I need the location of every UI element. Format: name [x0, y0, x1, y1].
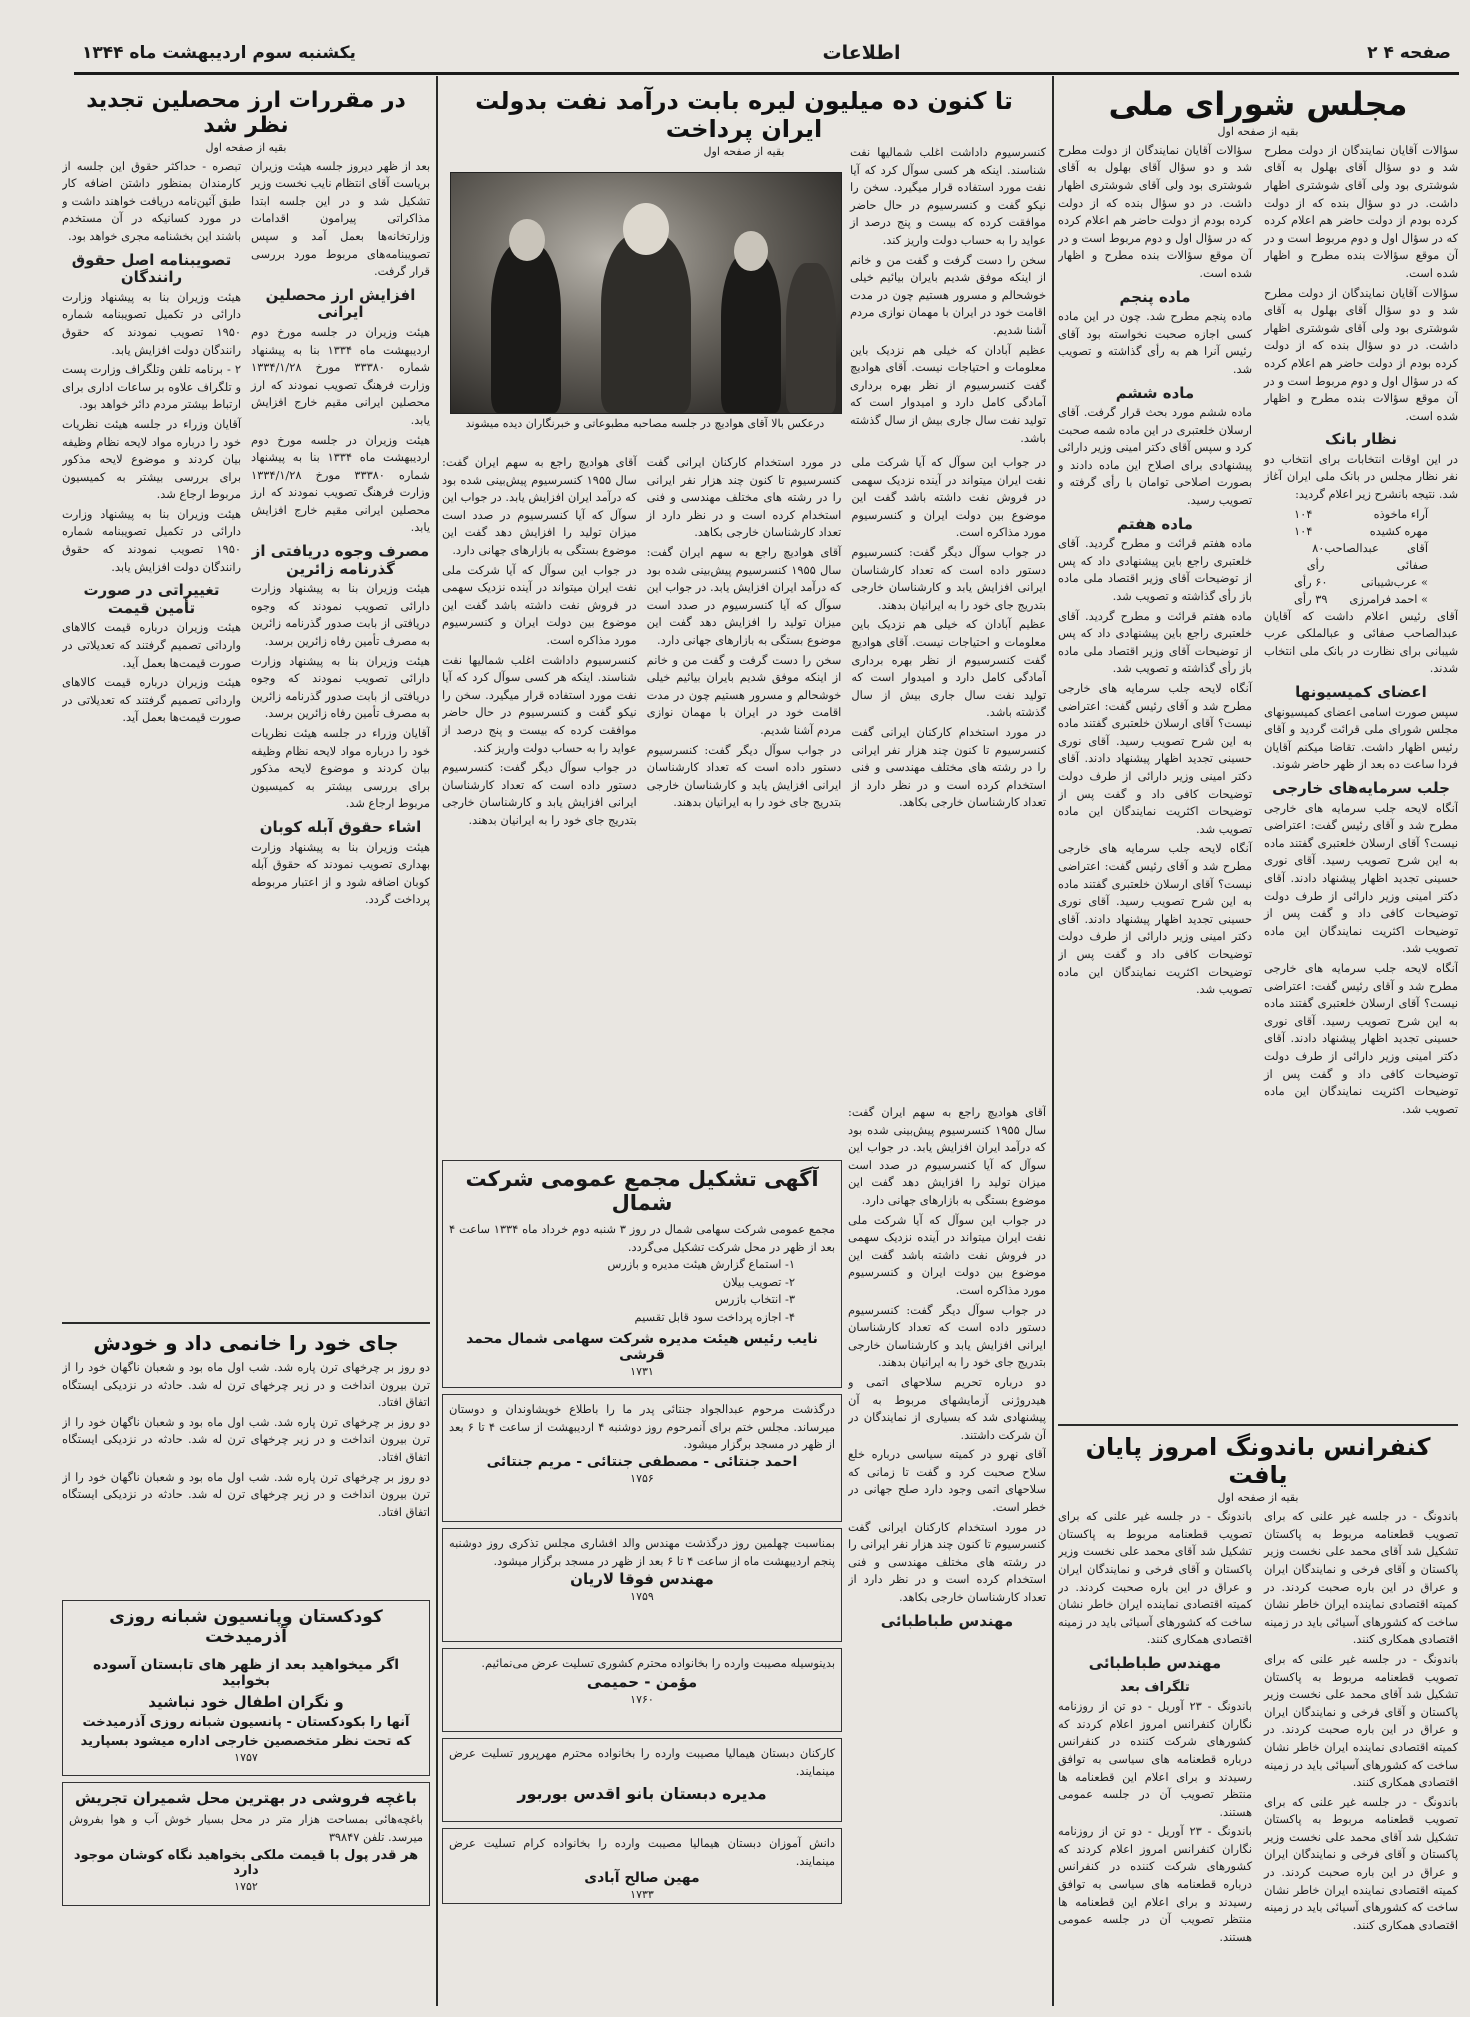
oil-paragraph: سخن را دست گرفت و گفت من و خانم از اینکه موفق شدیم بایران بیائیم خیلی خوشحالم و مسرور هستیم چون در مدت اقامت خود در ایران با مهمان نوازی مردم آشنا شدیم. [850, 252, 1046, 337]
conference-paragraph: باندونگ - در جلسه غیر علنی که برای تصویب قطعنامه مربوط به پاکستان تشکیل شد آقای محمد علی نخست وزیر پاکستان و آقای فرخی و نمایندگان ایران و عراق در این باره صحبت کردند. در کمیته اقتصادی نماینده ایران خاطر نشان ساخت که کشورهای آسیائی باید در زمینه اقتصادی همکاری کنند. [1264, 1509, 1458, 1647]
oil-paragraph: آقای هوادیچ راجع به سهم ایران گفت: سال ۱۹۵۵ کنسرسیوم پیش‌بینی شده بود که درآمد ایران افزایش یابد. در جواب این سوآل که آیا کنسرسیوم در صدد است میزان تولید را افزایش دهد گفت این موضوع بستگی به بازارهای جهانی دارد. [442, 455, 637, 557]
oil-paragraph: در جواب سوآل دیگر گفت: کنسرسیوم دستور داده است که تعداد کارشناسان ایرانی افزایش یابد و کارشناسان خارجی بتدریج جای خود را به ایرانیان بدهند. [646, 742, 842, 810]
oil-paragraph: در جواب سوآل دیگر گفت: کنسرسیوم دستور داده است که تعداد کارشناسان ایرانی افزایش یابد و کارشناسان خارجی بتدریج جای خود را به ایرانیان بدهند. [848, 1302, 1046, 1370]
ad-code: ۱۷۵۲ [234, 1880, 258, 1894]
accident-paragraph: دو روز بر چرخهای ترن پاره شد. شب اول ماه بود و شعبان ناگهان خود را از ترن بیرون انداخت و در زیر چرخهای ترن له شد. حادثه در نزدیکی ایستگاه اتفاق افتاد. [62, 1469, 430, 1519]
article-headline: در مقررات ارز محصلین تجدید نظر شد [86, 88, 406, 139]
memorial-ad [442, 1528, 842, 1642]
article-body-top [850, 144, 1046, 449]
article7-subhead: ماده هفتم [1117, 514, 1193, 533]
sympathy-ad [442, 1648, 842, 1732]
oil-paragraph: آقای هوادیچ راجع به سهم ایران گفت: سال ۱۹۵۵ کنسرسیوم پیش‌بینی شده بود که درآمد ایران افزایش یابد. در جواب این سوآل که آیا کنسرسیوم در صدد است میزان تولید را افزایش دهد گفت این موضوع بستگی به بازارهای جهانی دارد. [848, 1105, 1046, 1207]
foreign-capital-paragraph: آنگاه لایحه جلب سرمایه های خارجی مطرح شد و آقای رئیس گفت: اعتراضی نیست؟ آقای ارسلان خلعتبری گفتند ماده به این شرح تصویب رسید. آقای نوری حسینی تجدید اظهار پیشنهاد دادند. آقای دکتر امینی وزیر دارائی از طرف دولت توضیحات کافی داد و گفت پس از توضیحات اکثریت نمایندگان این ماده تصویب شد. [1058, 681, 1252, 836]
ad-body: دانش آموزان دبستان هیمالیا مصیبت وارده را بخانواده کرام تسلیت عرض مینمایند. [449, 1836, 835, 1868]
oil-paragraph: آقای هوادیچ راجع به سهم ایران گفت: سال ۱۹۵۵ کنسرسیوم پیش‌بینی شده بود که درآمد ایران افزایش یابد. در جواب این سوآل که آیا کنسرسیوم در صدد است میزان تولید را افزایش دهد گفت این موضوع بستگی به بازارهای جهانی دارد. [646, 544, 842, 647]
intro-paragraph: سؤالات آقایان نمایندگان از دولت مطرح شد و دو سؤال آقای بهلول به آقای شوشتری بود ولی آقای شوشتری اظهار داشت. در دو سؤال بنده که از دولت کرده بودم از دولت حاضر هم اعلام کرده که در سؤال اول و دوم مربوط است و در آن موقع سؤالات بنده مطرح و اظهار شده است. [1264, 285, 1458, 423]
students-currency-subhead: افزایش ارز محصلین ایرانی [265, 285, 416, 322]
garden-sale-ad [62, 1782, 430, 1906]
currency-paragraph: ۲ - برنامه تلفن وتلگراف وزارت پست و تلگراف علاوه بر ساعات اداری برای ارتباط بیشتر مردم دائر خواهد بود. [62, 362, 241, 412]
ad-line: که تحت نظر متخصصین خارجی اداره میشود بسپارید [80, 1734, 412, 1749]
paper-name: اطلاعات [822, 42, 901, 64]
currency-paragraph: آقایان وزراء در جلسه هیئت نظریات خود را درباره مواد لایحه نظام وظیفه بیان کردند و موضوع لایحه مذکور برای بررسی بیشتر به کمیسیون مربوط ارجاع شد. [62, 416, 241, 502]
bandung-article [1058, 1430, 1458, 2000]
conference-paragraph: باندونگ - در جلسه غیر علنی که برای تصویب قطعنامه مربوط به پاکستان تشکیل شد آقای محمد علی نخست وزیر پاکستان و آقای فرخی و نمایندگان ایران و عراق در این باره صحبت کردند. در کمیته اقتصادی نماینده ایران خاطر نشان ساخت که کشورهای آسیائی باید در زمینه اقتصادی همکاری کنند. [1264, 1794, 1458, 1932]
currency-paragraph: هیئت وزیران بنا به پیشنهاد وزارت دارائی تصویب نمودند که وجوه دریافتی از بابت صدور گذرنامه زائرین به مصرف تأمین رفاه زائرین برسد. [251, 581, 430, 649]
ad-item: ۳- انتخاب بازرس [714, 1292, 795, 1307]
oil-paragraph: در جواب سوآل دیگر گفت: کنسرسیوم دستور داده است که تعداد کارشناسان ایرانی افزایش یابد و کارشناسان خارجی بتدریج جای خود را به ایرانیان بدهند. [851, 544, 1046, 612]
supervisor-paragraph: در این اوقات انتخابات برای انتخاب دو نفر نظار مجلس در بانک ملی ایران آغاز شد. نتیجه بانشرح زیر اعلام گردید: [1264, 451, 1458, 502]
drivers-subhead: تصویبنامه اصل حقوق رانندگان [71, 250, 232, 287]
currency-paragraph: هیئت وزیران در جلسه مورخ دوم اردیبهشت ماه ۱۳۳۴ بنا به پیشنهاد شماره ۳۳۳۸۰ مورخ ۱۳۳۴/۱/۲۸ وزارت فرهنگ تصویب نمودند که ارز محصلین ایرانی مقیم خارج افزایش یابد. [251, 324, 430, 427]
ad-item: ۴- اجازه پرداخت سود قابل تقسیم [634, 1309, 795, 1324]
condolence-ad [442, 1394, 842, 1522]
pilgrim-passport-subhead: مصرف وجوه دریافتی از گذرنامه زائرین [251, 542, 430, 578]
currency-paragraph: بعد از ظهر دیروز جلسه هیئت وزیران بریاست آقای انتظام نایب نخست وزیر تشکیل شد و در این جلسه ابتدا مذاکراتی پیرامون اقدامات وزارتخانه‌ها بعمل آمد و سپس تصویبنامه‌های مربوط مورد بررسی قرار گرفت. [251, 158, 430, 279]
telegraph-subhead: تلگراف بعد [1120, 1679, 1190, 1695]
accident-paragraph: دو روز بر چرخهای ترن پاره شد. شب اول ماه بود و شعبان ناگهان خود را از ترن بیرون انداخت و در زیر چرخهای ترن له شد. حادثه در نزدیکی ایستگاه اتفاق افتاد. [62, 1414, 430, 1464]
telegraph-paragraph: باندونگ - ۲۳ آوریل - دو تن از روزنامه نگاران کنفرانس امروز اعلام کردند که کشورهای شرکت کننده در کنفرانس درباره قطعنامه های سیاسی به توافق رسیدند و برای اعلام این قطعنامه ها منتظر تصویب آن در جلسه عمومی هستند. [1058, 1699, 1253, 1819]
ad-code: ۱۷۳۱ [630, 1364, 654, 1378]
ad-code: ۱۷۵۷ [234, 1751, 258, 1764]
article6-subhead: ماده ششم [1115, 383, 1195, 402]
section-rule [1058, 1424, 1458, 1426]
vote-row: » احمد فرامرزی ۳۹ رأی [1294, 591, 1428, 606]
oil-paragraph: آقای نهرو در کمیته سیاسی درباره خلع سلاح صحبت کرد و گفت تا زمانی که سلاحهای اتمی وجود دارد صلح جهانی در خطر است. [848, 1447, 1046, 1515]
ad-body: درگذشت مرحوم عبدالجواد جنتائی پدر ما را باطلاع خویشاوندان و دوستان میرساند. مجلس ختم برای آنمرحوم روز دوشنبه ۴ اردیبهشت از ساعت ۴ تا ۶ بعد از ظهر در مسجد برگزار میشود. [449, 1402, 836, 1452]
supervisor-subhead: نظار بانک [1325, 430, 1397, 449]
currency-paragraph: هیئت وزیران در جلسه مورخ دوم اردیبهشت ماه ۱۳۳۴ بنا به پیشنهاد شماره ۳۳۳۸۰ مورخ ۱۳۳۴/۱/۲۸ وزارت فرهنگ تصویب نمودند که ارز محصلین ایرانی مقیم خارج افزایش یابد. [251, 432, 430, 535]
kindergarten-ad [62, 1600, 430, 1776]
school-staff-ad [442, 1738, 842, 1822]
continued-note: بقیه از صفحه اول [205, 140, 287, 154]
oil-paragraph: کنسرسیوم داداشت اغلب شمالیها نفت شناسند. اینکه هر کسی سوآل کرد که آیا نفت مورد استفاده قرار میگیرد. سخن را نیکو گفت و کنسرسیوم در حال حاضر موافقت کرده که بیست و پنج درصد از عواید را به حساب دولت واریز کند. [850, 145, 1046, 247]
column-rule [1052, 76, 1054, 2006]
ad-item: ۱- استماع گزارش هیئت مدیره و بازرس [607, 1257, 795, 1272]
vote-table [1264, 506, 1458, 608]
photo-caption: درعکس بالا آقای هوادیچ در جلسه مصاحبه مطبوعاتی و خبرنگاران دیده میشوند [465, 417, 825, 430]
oil-paragraph: در جواب این سوآل که آیا شرکت ملی نفت ایران میتواند در آینده نزدیک سهمی در فروش نفت داشته باشد گفت این موضوع بین دولت ایران و کنسرسیوم مورد مذاکره است. [442, 562, 637, 647]
article5-paragraph: ماده پنجم مطرح شد. چون در این ماده کسی اجازه صحبت نخواسته بود آقای رئیس آنرا هم به رأی گذاشته و تصویب شد. [1058, 309, 1252, 376]
vaccinator-subhead: اشاء حقوق آبله کوبان [259, 817, 422, 836]
oil-paragraph: عظیم آبادان که خیلی هم نزدیک باین معلومات و احتیاجات نیست. آقای هوادیچ گفت کنسرسیوم از نظر بهره برداری آمادگی کامل دارد و امیدوار است که تولید نفت سال جاری بیش از سال گذشته باشد. [850, 342, 1046, 445]
train-accident-article [62, 1328, 430, 1596]
oil-article-continued [848, 1104, 1046, 2004]
commission-paragraph: سپس صورت اسامی اعضای کمیسیونهای مجلس شورای ملی قرائت گردید و آقای رئیس اظهار داشت. تقاضا میکنم آقایان فردا ساعت ده بعد از ظهر حاضر شوند. [1264, 704, 1458, 772]
article-headline: تا کنون ده میلیون لیره بابت درآمد نفت بدولت ایران پرداخت [475, 87, 1013, 143]
accident-paragraph: دو روز بر چرخهای ترن پاره شد. شب اول ماه بود و شعبان ناگهان خود را از ترن بیرون انداخت و در زیر چرخهای ترن له شد. حادثه در نزدیکی ایستگاه اتفاق افتاد. [62, 1360, 430, 1410]
page-number: صفحه ۴ ۲ [1367, 43, 1451, 63]
ad-body: مجمع عمومی شرکت سهامی شمال در روز ۳ شنبه دوم خرداد ماه ۱۳۳۴ ساعت ۴ بعد از ظهر در محل شرکت تشکیل می‌گردد. [449, 1222, 835, 1254]
currency-paragraph: تبصره - حداکثر حقوق این جلسه از کارمندان بمنظور داشتن اضافه کار طبق آئین‌نامه دریافت خواهند داشت و در مورد کسانیکه در آن مستخدم باشند این بخشنامه مجری خواهد بود. [62, 158, 241, 243]
foreign-capital-paragraph: آنگاه لایحه جلب سرمایه های خارجی مطرح شد و آقای رئیس گفت: اعتراضی نیست؟ آقای ارسلان خلعتبری گفتند ماده به این شرح تصویب رسید. آقای نوری حسینی تجدید اظهار پیشنهاد دادند. آقای دکتر امینی وزیر دارائی از طرف دولت توضیحات کافی داد و گفت پس از توضیحات اکثریت نمایندگان این ماده تصویب شد. [1058, 841, 1252, 997]
issue-date: یکشنبه سوم اردیبهشت ماه ۱۳۴۴ [82, 43, 356, 63]
article6-paragraph: ماده ششم مورد بحث قرار گرفت. آقای ارسلان خلعتبری در این ماده شمه صحبت کرد و سپس آقای دکتر امینی وزیر دارائی پیشنهادی برای اصلاح این ماده دادند و بصورت اصلاحی توامان با رأی گرفته و تصویب رسید. [1058, 405, 1252, 508]
ad-line: اگر میخواهید بعد از ظهر های تابستان آسوده بخوابید [92, 1657, 400, 1689]
section-rule [62, 1322, 430, 1324]
conference-paragraph: باندونگ - در جلسه غیر علنی که برای تصویب قطعنامه مربوط به پاکستان تشکیل شد آقای محمد علی نخست وزیر پاکستان و آقای فرخی و نمایندگان ایران و عراق در این باره صحبت کردند. در کمیته اقتصادی نماینده ایران خاطر نشان ساخت که کشورهای آسیائی باید در زمینه اقتصادی همکاری کنند. [1264, 1651, 1458, 1790]
ad-body: باغچه‌هائی بمساحت هزار متر در محل بسیار خوش آب و هوا بفروش میرسد. تلفن ۳۹۸۴۷ [69, 1812, 423, 1844]
oil-paragraph: دو درباره تحریم سلاحهای اتمی و هیدروژنی آزمایشهای مربوط به آن پیشنهادی شد که بسیاری از نمایندگان در آن شرکت داشتند. [848, 1374, 1046, 1442]
ad-title: آگهی تشکیل مجمع عمومی شرکت شمال [465, 1167, 819, 1215]
ad-code: ۱۷۶۰ [630, 1692, 654, 1706]
article7-paragraph: ماده هفتم قرائت و مطرح گردید. آقای خلعتبری راجع باین پیشنهادی داد که پس از توضیحات آقای وزیر اقتصاد ملی ماده باز رأی گذاشته و تصویب شد. [1058, 536, 1252, 604]
conference-paragraph: باندونگ - در جلسه غیر علنی که برای تصویب قطعنامه مربوط به پاکستان تشکیل شد آقای محمد علی نخست وزیر پاکستان و آقای فرخی و نمایندگان ایران و عراق در این باره صحبت کردند. در کمیته اقتصادی نماینده ایران خاطر نشان ساخت که کشورهای آسیائی باید در زمینه اقتصادی همکاری کنند. [1058, 1509, 1252, 1647]
ad-line: هر قدر پول با قیمت ملکی بخواهید نگاه کوشان موجود دارد [73, 1848, 419, 1879]
oil-paragraph: در مورد استخدام کارکنان ایرانی گفت کنسرسیوم تا کنون چند هزار نفر ایرانی را در رشته های مختلف مهندسی و فنی استخدام کرده است و در نظر دارد از تعداد کارشناسان خارجی بکاهد. [848, 1519, 1046, 1605]
conference-headline: کنفرانس باندونگ امروز پایان یافت [1085, 1433, 1431, 1489]
ad-signature: مهندس فوقا لاریان [570, 1570, 714, 1589]
vote-row: آقای عبدالصاحب صفائی ۸۰ رأی [1306, 540, 1428, 572]
foreign-capital-paragraph: آنگاه لایحه جلب سرمایه های خارجی مطرح شد و آقای رئیس گفت: اعتراضی نیست؟ آقای ارسلان خلعتبری گفتند ماده به این شرح تصویب رسید. آقای نوری حسینی تجدید اظهار پیشنهاد دادند. آقای دکتر امینی وزیر دارائی از طرف دولت توضیحات کافی داد و گفت پس از توضیحات اکثریت نمایندگان این ماده تصویب شد. [1264, 960, 1458, 1116]
article7-paragraph: ماده هفتم قرائت و مطرح گردید. آقای خلعتبری راجع باین پیشنهادی داد که پس از توضیحات آقای وزیر اقتصاد ملی ماده باز رأی گذاشته و تصویب شد. [1058, 608, 1252, 676]
oil-paragraph: کنسرسیوم داداشت اغلب شمالیها نفت شناسند. اینکه هر کسی سوآل کرد که آیا نفت مورد استفاده قرار میگیرد. سخن را نیکو گفت و کنسرسیوم در حال حاضر موافقت کرده که بیست و پنج درصد از عواید را به حساب دولت واریز کند. [442, 652, 637, 755]
vote-row: مهره کشیده ۱۰۴ [1294, 523, 1428, 538]
currency-paragraph: هیئت وزیران بنا به پیشنهاد وزارت بهداری تصویب نمودند که حقوق آبله کوبان اضافه شود و از اعتبار مربوطه پرداخت گردد. [251, 839, 430, 907]
ad-body: بمناسبت چهلمین روز درگذشت مهندس والد افشاری مجلس تذکری روز دوشنبه پنجم اردیبهشت ماه از ساعت ۴ تا ۶ بعد از ظهر در مسجد برگزار میشود. [449, 1536, 835, 1568]
ad-signature: مؤمن - حمیمی [586, 1672, 698, 1691]
conference-body [1058, 1508, 1458, 1948]
intro-paragraph: سؤالات آقایان نمایندگان از دولت مطرح شد و دو سؤال آقای بهلول به آقای شوشتری بود ولی آقای شوشتری اظهار داشت. در دو سؤال بنده که از دولت کرده بودم از دولت حاضر هم اعلام کرده که در سؤال اول و دوم مربوط است و در آن موقع سؤالات بنده مطرح و اظهار شده است. [1264, 142, 1458, 280]
price-subhead: تغییراتی در صورت تأمین قیمت [83, 581, 220, 617]
article-headline: مجلس شورای ملی [1108, 85, 1408, 123]
oil-paragraph: در جواب این سوآل که آیا شرکت ملی نفت ایران میتواند در آینده نزدیک سهمی در فروش نفت داشته باشد گفت این موضوع بین دولت ایران و کنسرسیوم مورد مذاکره است. [848, 1212, 1046, 1297]
oil-paragraph: در جواب سوآل دیگر گفت: کنسرسیوم دستور داده است که تعداد کارشناسان ایرانی افزایش یابد و کارشناسان خارجی بتدریج جای خود را به ایرانیان بدهند. [442, 760, 637, 827]
ad-code: ۱۷۵۶ [630, 1471, 654, 1485]
ad-item: ۲- تصویب بیلان [722, 1274, 795, 1289]
page-header [74, 34, 1459, 75]
currency-paragraph: هیئت وزیران درباره قیمت کالاهای وارداتی تصمیم گرفتند که تعدیلاتی در صورت قیمت‌ها بعمل آید. [62, 620, 241, 670]
continued-note: بقیه از صفحه اول [703, 145, 785, 159]
ad-code: ۱۷۵۹ [630, 1590, 654, 1604]
ad-signature: مدیره دبستان بانو اقدس بوربور [517, 1784, 767, 1804]
author-name: مهندس طباطبائی [880, 1611, 1014, 1630]
ad-signature: نایب رئیس هیئت مدیره شرکت سهامی شمال محمد قرشی [466, 1330, 818, 1363]
currency-paragraph: هیئت وزیران بنا به پیشنهاد وزارت دارائی تصویب نمودند که وجوه دریافتی از بابت صدور گذرنامه زائرین به مصرف تأمین رفاه زائرین برسد. [251, 653, 430, 721]
oil-paragraph: سخن را دست گرفت و گفت من و خانم از اینکه موفق شدیم بایران بیائیم خیلی خوشحالم و مسرور هستیم چون در مدت اقامت خود در ایران با مهمان نوازی مردم آشنا شدیم. [646, 652, 842, 737]
elected-paragraph: آقای رئیس اعلام داشت که آقایان عبدالصاحب صفائی و عبالملکی عرب شیبانی برای نظارت در بانک ملی انتخاب شدند. [1264, 608, 1458, 676]
parliament-article [1058, 82, 1458, 1420]
currency-article [62, 82, 430, 1318]
oil-paragraph: در جواب این سوآل که آیا شرکت ملی نفت ایران میتواند در آینده نزدیک سهمی در فروش نفت داشته باشد گفت این موضوع بین دولت ایران و کنسرسیوم مورد مذاکره است. [851, 455, 1046, 540]
ad-body: بدینوسیله مصیبت وارده را بخانواده محترم کشوری تسلیت عرض می‌نمائیم. [481, 1656, 835, 1670]
oil-paragraph: عظیم آبادان که خیلی هم نزدیک باین معلومات و احتیاجات نیست. آقای هوادیچ گفت کنسرسیوم از نظر بهره برداری آمادگی کامل دارد و امیدوار است که تولید نفت سال جاری بیش از سال گذشته باشد. [851, 617, 1046, 720]
intro-paragraph: سؤالات آقایان نمایندگان از دولت مطرح شد و دو سؤال آقای بهلول به آقای شوشتری بود ولی آقای شوشتری اظهار داشت. در دو سؤال بنده که از دولت کرده بودم از دولت حاضر هم اعلام کرده که در سؤال اول و دوم مربوط است و در آن موقع سؤالات بنده مطرح و اظهار شده است. [1058, 142, 1252, 280]
students-ad [442, 1828, 842, 1904]
currency-paragraph: هیئت وزیران بنا به پیشنهاد وزارت دارائی در تکمیل تصویبنامه شماره ۱۹۵۰ تصویب نمودند که حقوق رانندگان دولت افزایش یابد. [62, 506, 241, 574]
ad-line: آنها را بکودکستان - پانسیون شبانه روزی آذرمیدخت [82, 1715, 410, 1730]
ad-title: کودکستان وپانسیون شبانه روزی آذرمیدخت [109, 1607, 383, 1647]
ad-signature: مهین صالح آبادی [584, 1870, 700, 1887]
ad-line: و نگران اطفال خود نباشید [148, 1693, 344, 1711]
article5-subhead: ماده پنجم [1119, 287, 1191, 306]
article-body-lower [442, 454, 1046, 831]
oil-paragraph: در مورد استخدام کارکنان ایرانی گفت کنسرسیوم تا کنون چند هزار نفر ایرانی را در رشته های مختلف مهندسی و فنی استخدام کرده است و در نظر دارد از تعداد کارشناسان خارجی بکاهد. [851, 724, 1046, 810]
continued-note: بقیه از صفحه اول [1217, 1491, 1299, 1505]
vote-row: آراء ماخوذه ۱۰۴ [1294, 506, 1428, 521]
continued-note: بقیه از صفحه اول [1217, 124, 1299, 138]
ad-body: کارکنان دبستان هیمالیا مصیبت وارده را بخانواده محترم مهرپرور تسلیت عرض مینمایند. [449, 1746, 835, 1778]
column-rule [436, 76, 438, 2006]
foreign-capital-paragraph: آنگاه لایحه جلب سرمایه های خارجی مطرح شد و آقای رئیس گفت: اعتراضی نیست؟ آقای ارسلان خلعتبری گفتند ماده به این شرح تصویب رسید. آقای نوری حسینی تجدید اظهار پیشنهاد دادند. آقای دکتر امینی وزیر دارائی از طرف دولت توضیحات کافی داد و گفت پس از توضیحات اکثریت نمایندگان این ماده تصویب شد. [1264, 800, 1458, 956]
commission-subhead: اعضای کمیسیونها [1295, 683, 1427, 702]
ad-title: باغچه فروشی در بهترین محل شمیران تجریش [75, 1789, 417, 1807]
vote-row: » عرب‌شیبانی ۶۰ رأی [1294, 574, 1428, 589]
oil-article [442, 82, 1046, 1102]
accident-headline: جای خود را خانمی داد و خودش [93, 1331, 399, 1355]
oil-paragraph: در مورد استخدام کارکنان ایرانی گفت کنسرسیوم تا کنون چند هزار نفر ایرانی را در رشته های مختلف مهندسی و فنی استخدام کرده است و در نظر دارد از تعداد کارشناسان خارجی بکاهد. [646, 455, 842, 540]
ad-code: ۱۷۳۳ [630, 1888, 654, 1902]
ad-signature: احمد جنتائی - مصطفی جنتائی - مریم جنتائی [486, 1453, 798, 1470]
press-conference-photo [450, 172, 842, 414]
author-name: مهندس طباطبائی [1088, 1653, 1222, 1672]
article-body [1058, 142, 1458, 1121]
telegraph-paragraph: باندونگ - ۲۳ آوریل - دو تن از روزنامه نگاران کنفرانس امروز اعلام کردند که کشورهای شرکت کننده در کنفرانس درباره قطعنامه های سیاسی به توافق رسیدند و برای اعلام این قطعنامه ها منتظر تصویب آن در جلسه عمومی هستند. [1058, 1824, 1253, 1944]
currency-paragraph: هیئت وزیران درباره قیمت کالاهای وارداتی تصمیم گرفتند که تعدیلاتی در صورت قیمت‌ها بعمل آید. [62, 675, 241, 725]
shomal-company-ad [442, 1160, 842, 1388]
foreign-capital-subhead: جلب سرمایه‌های خارجی [1272, 779, 1450, 798]
currency-paragraph: هیئت وزیران بنا به پیشنهاد وزارت دارائی در تکمیل تصویبنامه شماره ۱۹۵۰ تصویب نمودند که حقوق رانندگان دولت افزایش یابد. [62, 289, 241, 357]
currency-paragraph: آقایان وزراء در جلسه هیئت نظریات خود را درباره مواد لایحه نظام وظیفه بیان کردند و موضوع لایحه مذکور برای بررسی بیشتر به کمیسیون مربوط ارجاع شد. [251, 726, 430, 811]
